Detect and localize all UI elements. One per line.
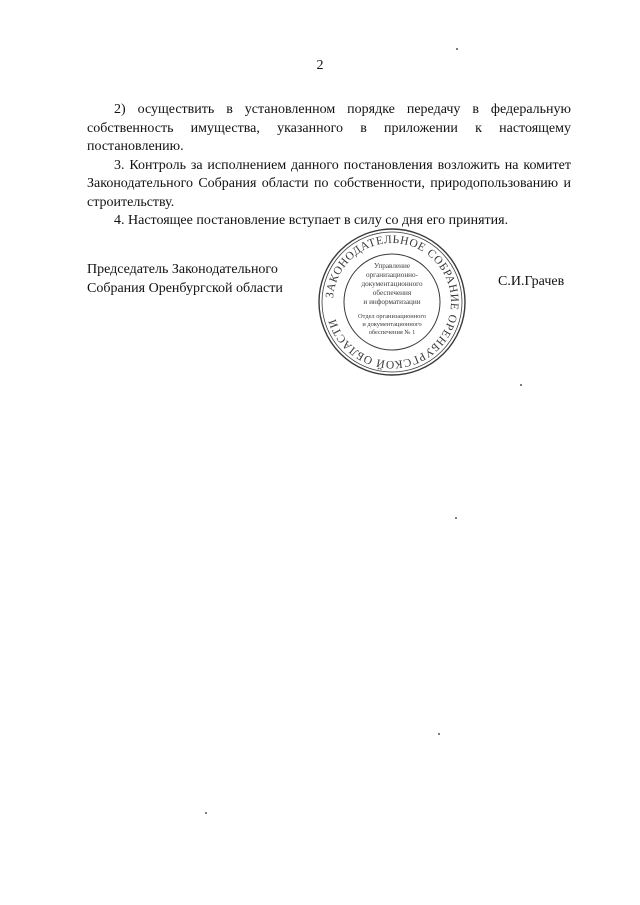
- signatory-title: [87, 261, 283, 298]
- seal-inner-line: Управление: [373, 262, 411, 270]
- seal-inner-line: Отдел организационного: [358, 313, 426, 320]
- seal-inner-line: обеспечения № 1: [368, 329, 416, 336]
- scan-speck: [456, 48, 458, 50]
- signatory-title-line-1: Председатель Законодательного: [87, 262, 278, 277]
- seal-inner-line: документационного: [361, 280, 423, 288]
- scan-speck: [205, 812, 207, 814]
- paragraph-control: 3. Контроль за исполнением данного постановления возложить на комитет Законодательного Собрания области по собственности, природопользованию и строительству.: [87, 157, 571, 210]
- seal-inner-line: организационно-: [365, 271, 419, 279]
- document-body: [87, 101, 571, 231]
- page-number: 2: [316, 58, 324, 73]
- signatory-name: С.И.Грачев: [498, 274, 565, 289]
- paragraph-effective-date: 4. Настоящее постановление вступает в силу со дня его принятия.: [114, 213, 509, 228]
- seal-inner-line: обеспечения: [372, 289, 412, 297]
- scan-speck: [455, 517, 457, 519]
- seal-inner-line: и информатизации: [363, 298, 421, 306]
- signatory-title-line-2: Собрания Оренбургской области: [87, 280, 283, 296]
- official-seal: [316, 226, 468, 378]
- paragraph-transfer-property: 2) осуществить в установленном порядке передачу в федеральную собственность имущества, указанного в приложении к настоящему постановлению.: [87, 102, 571, 154]
- seal-ring-text: ЗАКОНОДАТЕЛЬНОЕ СОБРАНИЕ ОРЕНБУРГСКОЙ ОБЛАСТИ: [324, 233, 461, 371]
- seal-inner-line: и документационного: [362, 321, 422, 328]
- scan-speck: [438, 733, 440, 735]
- scan-speck: [520, 384, 522, 386]
